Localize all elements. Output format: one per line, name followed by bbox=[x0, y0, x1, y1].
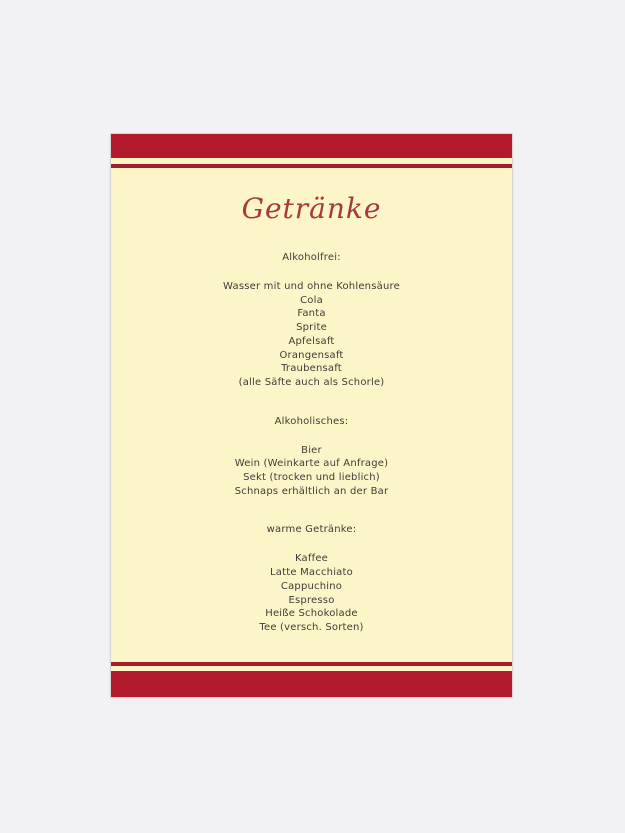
menu-item: Fanta bbox=[297, 308, 326, 320]
menu-item: Apfelsaft bbox=[288, 335, 335, 347]
menu-item: Wein (Weinkarte auf Anfrage) bbox=[234, 458, 389, 470]
bottom-red-band bbox=[111, 671, 512, 697]
menu-item: Bier bbox=[301, 444, 322, 456]
menu-item: Latte Macchiato bbox=[270, 567, 353, 579]
section-alkoholfrei bbox=[111, 251, 512, 390]
section-alkoholisches bbox=[111, 415, 512, 499]
menu-card bbox=[111, 134, 512, 697]
menu-item: Schnaps erhältlich an der Bar bbox=[234, 485, 389, 497]
section-heading: warme Getränke: bbox=[266, 524, 357, 536]
item-list bbox=[111, 444, 512, 499]
menu-item: Kaffee bbox=[294, 553, 329, 565]
menu-item: Sekt (trocken und lieblich) bbox=[243, 472, 380, 484]
menu-item: Sprite bbox=[296, 322, 327, 334]
item-list bbox=[111, 280, 512, 390]
menu-item: Tee (versch. Sorten) bbox=[259, 621, 364, 633]
menu-item: Cappuchino bbox=[280, 580, 343, 592]
top-red-band bbox=[111, 134, 512, 158]
menu-item: Cola bbox=[300, 294, 323, 306]
item-list bbox=[111, 552, 512, 634]
menu-content bbox=[111, 168, 512, 662]
menu-item: (alle Säfte auch als Schorle) bbox=[238, 376, 385, 388]
menu-item: Traubensaft bbox=[281, 363, 342, 375]
menu-item: Espresso bbox=[288, 594, 335, 606]
section-heading: Alkoholfrei: bbox=[282, 252, 341, 263]
menu-item: Wasser mit und ohne Kohlensäure bbox=[223, 281, 400, 292]
section-warme-getraenke bbox=[111, 523, 512, 634]
menu-item: Orangensaft bbox=[279, 349, 344, 361]
menu-title: Getränke bbox=[241, 192, 382, 225]
section-heading: Alkoholisches: bbox=[274, 415, 349, 427]
menu-item: Heiße Schokolade bbox=[265, 608, 358, 620]
